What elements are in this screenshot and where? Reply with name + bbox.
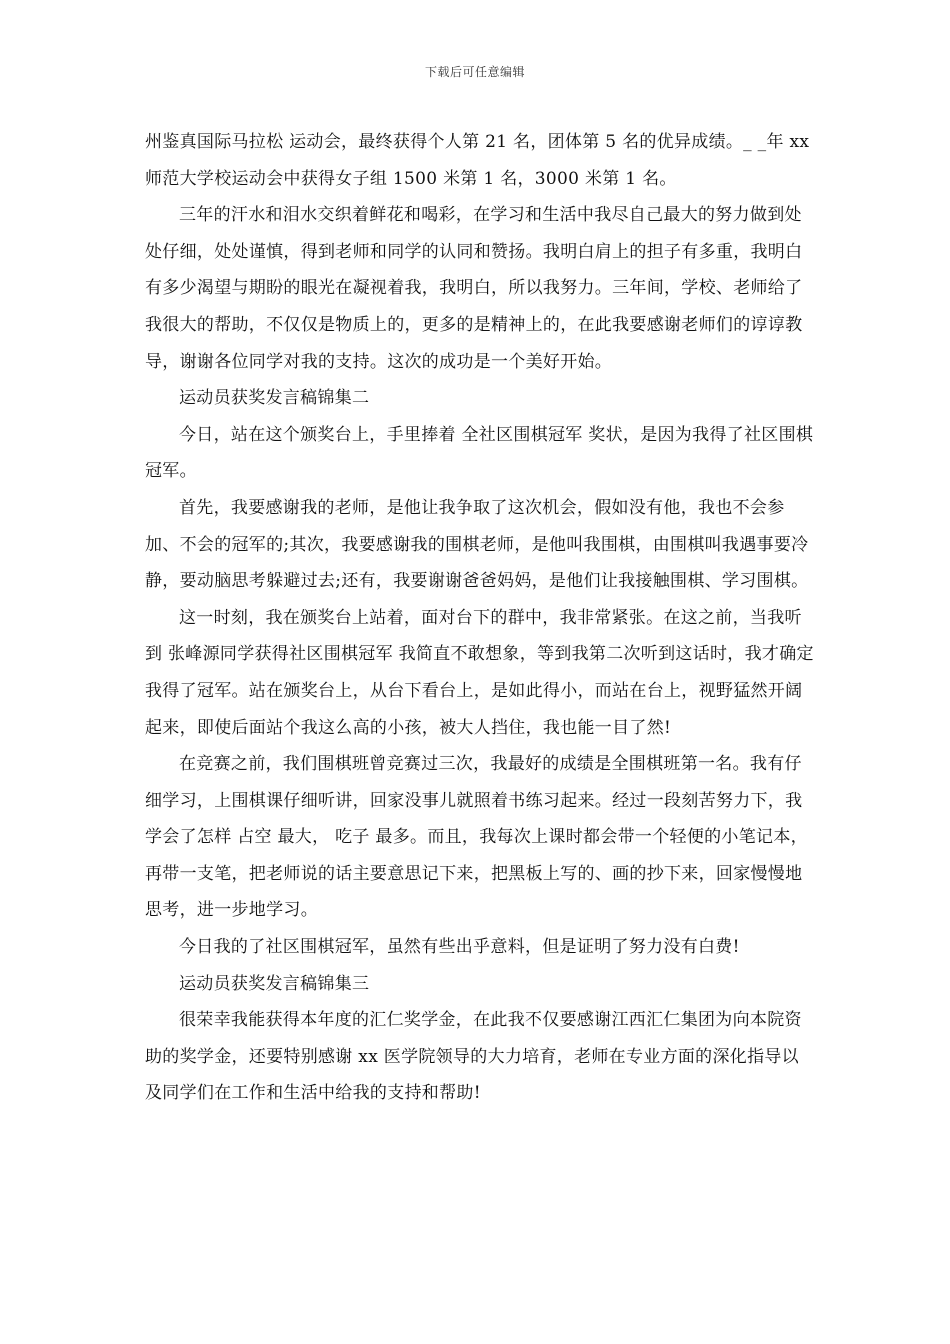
document-body: [145, 124, 815, 1112]
page-header: 下载后可任意编辑: [424, 65, 525, 79]
paragraph-3: 今日，站在这个颁奖台上，手里捧着 全社区围棋冠军 奖状，是因为我得了社区围棋冠军。: [145, 424, 814, 482]
section-heading-2: 运动员获奖发言稿锦集二: [179, 388, 370, 409]
paragraph-1: 州鉴真国际马拉松 运动会，最终获得个人第 21 名，团体第 5 名的优异成绩。_ _年 xx 师范大学校运动会中获得女子组 1500 米第 1 名，3000 米第 1 名。: [145, 132, 810, 189]
paragraph-5: 这一时刻，我在颁奖台上站着，面对台下的群中，我非常紧张。在这之前，当我听到 张峰源同学获得社区围棋冠军 我简直不敢想象，等到我第二次听到这话时，我才确定我得了冠军。站在颁奖台上，从台下看台上，是如此得小，而站在台上，视野猛然开阔起来，即使后面站个我这么高的小孩，被大人挡住，我也能一目了然!: [145, 607, 814, 738]
paragraph-6: 在竞赛之前，我们围棋班曾竞赛过三次，我最好的成绩是全围棋班第一名。我有仔细学习，上围棋课仔细听讲，回家没事儿就照着书练习起来。经过一段刻苦努力下，我学会了怎样 占空 最大， 吃子 最多。而且，我每次上课时都会带一个轻便的小笔记本，再带一支笔，把老师说的话主要意思记下来，把黑板上写的、画的抄下来，回家慢慢地思考，进一步地学习。: [145, 754, 808, 921]
section-heading-3: 运动员获奖发言稿锦集三: [179, 973, 370, 994]
paragraph-2: 三年的汗水和泪水交织着鲜花和喝彩，在学习和生活中我尽自己最大的努力做到处处仔细，处处谨慎，得到老师和同学的认同和赞扬。我明白肩上的担子有多重，我明白有多少渴望与期盼的眼光在凝视着我，我明白，所以我努力。三年间，学校、老师给了我很大的帮助，不仅仅是物质上的，更多的是精神上的，在此我要感谢老师们的谆谆教导，谢谢各位同学对我的支持。这次的成功是一个美好开始。: [145, 205, 803, 372]
paragraph-7: 今日我的了社区围棋冠军，虽然有些出乎意料，但是证明了努力没有白费!: [179, 937, 740, 958]
paragraph-8: 很荣幸我能获得本年度的汇仁奖学金，在此我不仅要感谢江西汇仁集团为向本院资助的奖学金，还要特别感谢 xx 医学院领导的大力培育，老师在专业方面的深化指导以及同学们在工作和生活中给我的支持和帮助!: [145, 1010, 802, 1104]
paragraph-4: 首先，我要感谢我的老师，是他让我争取了这次机会，假如没有他，我也不会参加、不会的冠军的;其次，我要感谢我的围棋老师，是他叫我围棋，由围棋叫我遇事要冷静，要动脑思考躲避过去;还有，我要谢谢爸爸妈妈，是他们让我接触围棋、学习围棋。: [145, 497, 809, 592]
